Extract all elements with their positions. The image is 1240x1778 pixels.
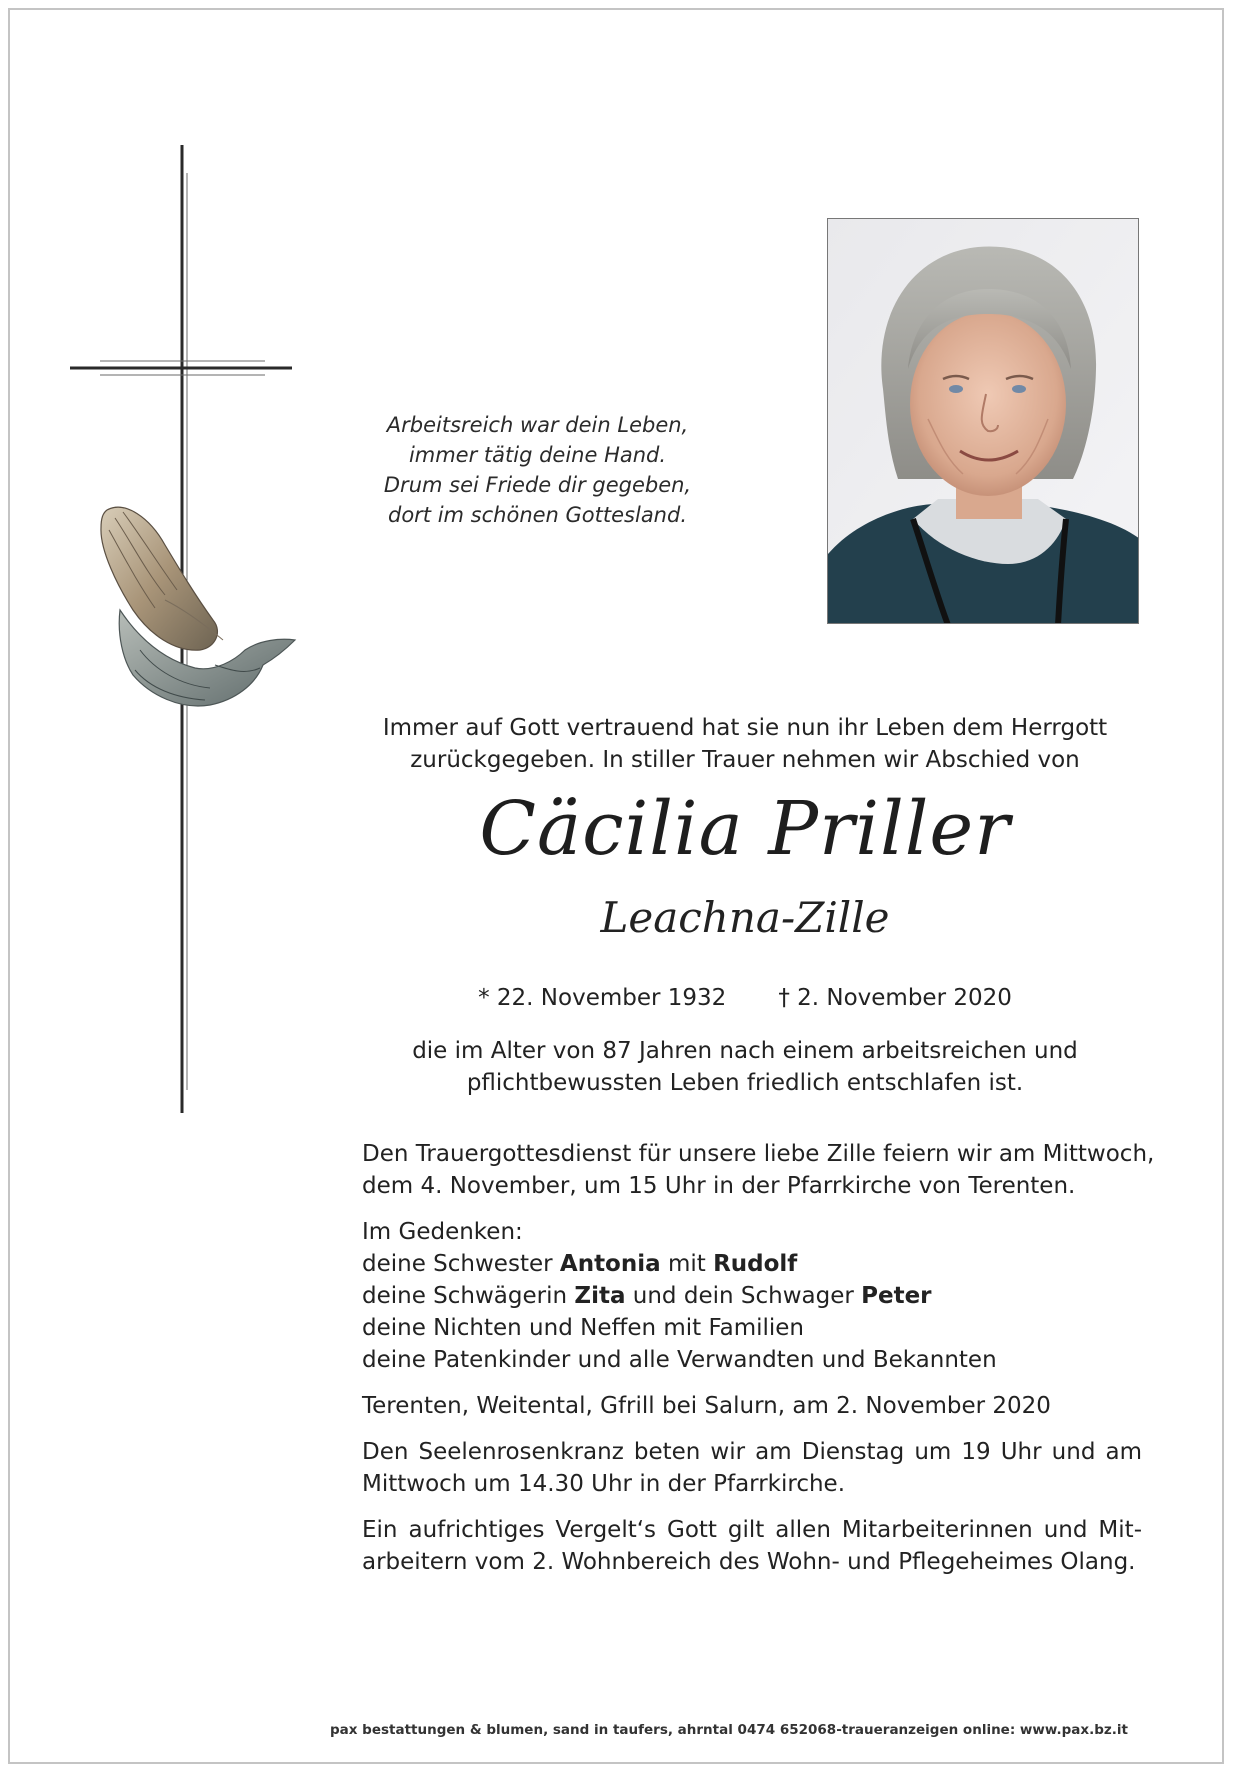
deceased-nickname: Leachna-Zille bbox=[600, 893, 890, 942]
portrait-photo bbox=[827, 218, 1139, 624]
place-date: Terenten, Weitental, Gfrill bei Salurn, am 2. November 2020 bbox=[362, 1393, 1051, 1419]
memorial-verse bbox=[340, 410, 735, 530]
mourner-line: deine Patenkinder und alle Verwandten und Bekannten bbox=[362, 1347, 997, 1373]
age-statement bbox=[330, 1035, 1160, 1099]
verse-line: Drum sei Friede dir gegeben, bbox=[383, 473, 692, 497]
announcement-body bbox=[362, 1138, 1155, 1578]
mourner-name: Zita bbox=[574, 1283, 626, 1309]
footer-credit: pax bestattungen & blumen, sand in taufers, ahrntal 0474 652068-traueranzeigen online: www.pax.bz.it bbox=[330, 1722, 1128, 1738]
age-line: die im Alter von 87 Jahren nach einem arbeitsreichen und bbox=[412, 1038, 1078, 1064]
thanks-line: Ein aufrichtiges Vergelt‘s Gott gilt allen Mitarbeiterinnen und Mit- bbox=[362, 1517, 1142, 1543]
verse-line: dort im schönen Gottesland. bbox=[387, 503, 687, 527]
verse-line: Arbeitsreich war dein Leben, bbox=[386, 413, 689, 437]
mourner-name: Peter bbox=[861, 1283, 932, 1309]
life-dates bbox=[330, 982, 1160, 1014]
death-date: † 2. November 2020 bbox=[778, 985, 1012, 1011]
intro-line: Immer auf Gott vertrauend hat sie nun ihr Leben dem Herrgott bbox=[382, 715, 1108, 741]
mourner-line: deine Schwägerin Zita und dein Schwager Peter bbox=[362, 1283, 932, 1309]
praying-hands-icon bbox=[95, 500, 300, 740]
funeral-line: dem 4. November, um 15 Uhr in der Pfarrkirche von Terenten. bbox=[362, 1173, 1076, 1199]
mourners-heading: Im Gedenken: bbox=[362, 1219, 523, 1245]
thanks-line: arbeitern vom 2. Wohnbereich des Wohn- und Pflegeheimes Olang. bbox=[362, 1549, 1136, 1575]
rosary-line: Den Seelenrosenkranz beten wir am Dienstag um 19 Uhr und am bbox=[362, 1439, 1142, 1465]
mourner-name: Rudolf bbox=[713, 1251, 798, 1277]
deceased-name: Cäcilia Priller bbox=[479, 786, 1011, 872]
intro-text bbox=[330, 712, 1160, 776]
intro-line: zurückgegeben. In stiller Trauer nehmen wir Abschied von bbox=[410, 747, 1080, 773]
verse-line: immer tätig deine Hand. bbox=[408, 443, 667, 467]
mourner-line: deine Nichten und Neffen mit Familien bbox=[362, 1315, 804, 1341]
mourner-name: Antonia bbox=[559, 1251, 661, 1277]
age-line: pflichtbewussten Leben friedlich entschlafen ist. bbox=[466, 1070, 1024, 1096]
rosary-line: Mittwoch um 14.30 Uhr in der Pfarrkirche. bbox=[362, 1471, 846, 1497]
funeral-line: Den Trauergottesdienst für unsere liebe Zille feiern wir am Mittwoch, bbox=[362, 1141, 1155, 1167]
birth-date: * 22. November 1932 bbox=[478, 985, 727, 1011]
mourner-line: deine Schwester Antonia mit Rudolf bbox=[362, 1251, 798, 1277]
